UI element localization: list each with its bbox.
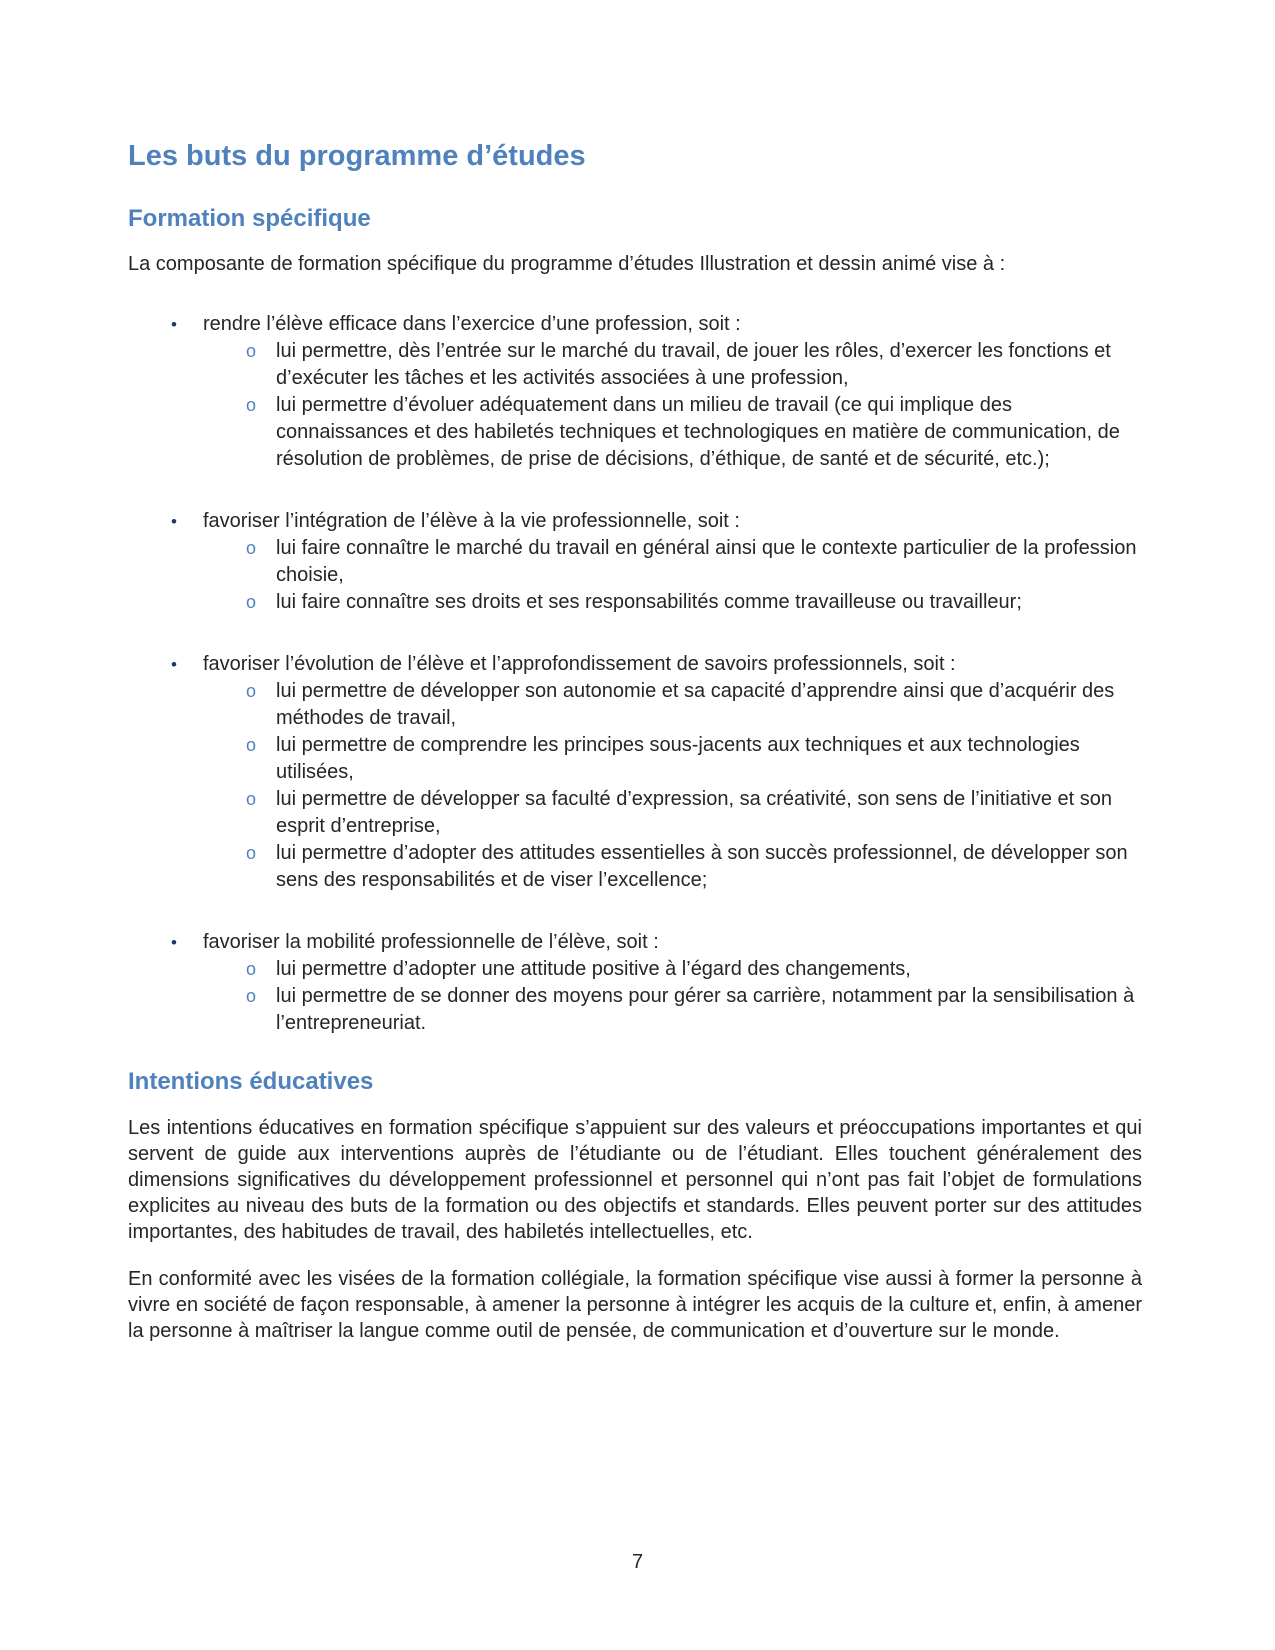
open-circle-bullet-icon: o — [246, 538, 257, 558]
goal-sub-text: lui permettre de se donner des moyens pour gérer sa carrière, notamment par la sensibilisation à l’entrepreneuriat. — [276, 985, 1135, 1034]
goal-sub-item — [128, 535, 1142, 589]
goal-sub-text: lui permettre d’évoluer adéquatement dans un milieu de travail (ce qui implique des connaissances et des habiletés techniques et technologiques en matière de communication, de résolution de problèmes, de prise de décisions, d’éthique, de santé et de sécurité, etc.); — [276, 394, 1120, 470]
open-circle-bullet-icon: o — [246, 959, 257, 979]
goal-sub-text: lui permettre d’adopter une attitude positive à l’égard des changements, — [276, 958, 911, 980]
goal-subitems-list — [128, 678, 1142, 894]
goal-label: rendre l’élève efficace dans l’exercice d’une profession, soit : — [203, 313, 741, 335]
goal-sub-item — [128, 732, 1142, 786]
formation-intro-paragraph: La composante de formation spécifique du programme d’études Illustration et dessin animé vise à : — [128, 253, 1006, 275]
open-circle-bullet-icon: o — [246, 681, 257, 701]
goal-sub-text: lui faire connaître ses droits et ses responsabilités comme travailleuse ou travailleur; — [276, 591, 1022, 613]
goal-sub-item — [128, 589, 1142, 616]
goal-item — [128, 311, 1142, 473]
goal-line — [128, 651, 1142, 678]
intentions-paragraph-2: En conformité avec les visées de la formation collégiale, la formation spécifique vise aussi à former la personne à vivre en société de façon responsable, à amener la personne à intégrer les acquis de la culture et, enfin, à amener la personne à maîtriser la langue comme outil de pensée, de communication et d’ouverture sur le monde. — [128, 1268, 1142, 1342]
open-circle-bullet-icon: o — [246, 592, 257, 612]
goal-sub-text: lui faire connaître le marché du travail en général ainsi que le contexte particulier de la profession choisie, — [276, 537, 1137, 586]
goal-sub-item — [128, 956, 1142, 983]
goal-item — [128, 508, 1142, 616]
page-content — [128, 0, 1142, 1344]
goal-sub-item — [128, 840, 1142, 894]
page-number: 7 — [631, 1551, 644, 1573]
open-circle-bullet-icon: o — [246, 735, 257, 755]
goal-item — [128, 651, 1142, 894]
goal-sub-text: lui permettre d’adopter des attitudes essentielles à son succès professionnel, de développer son sens des responsabilités et de viser l’excellence; — [276, 842, 1128, 891]
open-circle-bullet-icon: o — [246, 789, 257, 809]
goal-label: favoriser la mobilité professionnelle de l’élève, soit : — [203, 931, 659, 953]
goal-sub-text: lui permettre de développer son autonomie et sa capacité d’apprendre ainsi que d’acquérir des méthodes de travail, — [276, 680, 1115, 729]
section-formation-specifique — [128, 204, 1142, 1037]
goal-sub-item — [128, 786, 1142, 840]
goal-line — [128, 508, 1142, 535]
goal-line — [128, 929, 1142, 956]
goal-sub-item — [128, 338, 1142, 392]
open-circle-bullet-icon: o — [246, 986, 257, 1006]
page-title: Les buts du programme d’études — [128, 140, 586, 172]
goal-label: favoriser l’intégration de l’élève à la vie professionnelle, soit : — [203, 510, 740, 532]
filled-bullet-icon: • — [171, 655, 177, 674]
goal-subitems-list — [128, 535, 1142, 616]
goal-sub-text: lui permettre, dès l’entrée sur le marché du travail, de jouer les rôles, d’exercer les fonctions et d’exécuter les tâches et les activités associées à une profession, — [276, 340, 1111, 389]
goal-subitems-list — [128, 338, 1142, 473]
goal-line — [128, 311, 1142, 338]
open-circle-bullet-icon: o — [246, 843, 257, 863]
goal-subitems-list — [128, 956, 1142, 1037]
filled-bullet-icon: • — [171, 933, 177, 952]
open-circle-bullet-icon: o — [246, 341, 257, 361]
section-intentions-educatives — [128, 1067, 1142, 1344]
goal-label: favoriser l’évolution de l’élève et l’approfondissement de savoirs professionnels, soit : — [203, 653, 956, 675]
goal-sub-text: lui permettre de développer sa faculté d’expression, sa créativité, son sens de l’initiative et son esprit d’entreprise, — [276, 788, 1113, 837]
goal-item — [128, 929, 1142, 1037]
intentions-paragraph-1: Les intentions éducatives en formation spécifique s’appuient sur des valeurs et préoccupations importantes et qui servent de guide aux interventions auprès de l’étudiante ou de l’étudiant. Elles touchent généralement des dimensions significatives du développement professionnel et personnel qui n’ont pas fait l’objet de formulations explicites au niveau des buts de la formation ou des objectifs et standards. Elles peuvent porter sur des attitudes importantes, des habitudes de travail, des habiletés intellectuelles, etc. — [128, 1117, 1142, 1243]
goal-sub-text: lui permettre de comprendre les principes sous-jacents aux techniques et aux technologies utilisées, — [276, 734, 1080, 783]
section-heading-intentions-educatives: Intentions éducatives — [128, 1068, 374, 1095]
filled-bullet-icon: • — [171, 512, 177, 531]
goal-sub-item — [128, 983, 1142, 1037]
open-circle-bullet-icon: o — [246, 395, 257, 415]
goal-sub-item — [128, 678, 1142, 732]
filled-bullet-icon: • — [171, 315, 177, 334]
goals-list — [128, 311, 1142, 1037]
goal-sub-item — [128, 392, 1142, 473]
section-heading-formation-specifique: Formation spécifique — [128, 205, 371, 232]
